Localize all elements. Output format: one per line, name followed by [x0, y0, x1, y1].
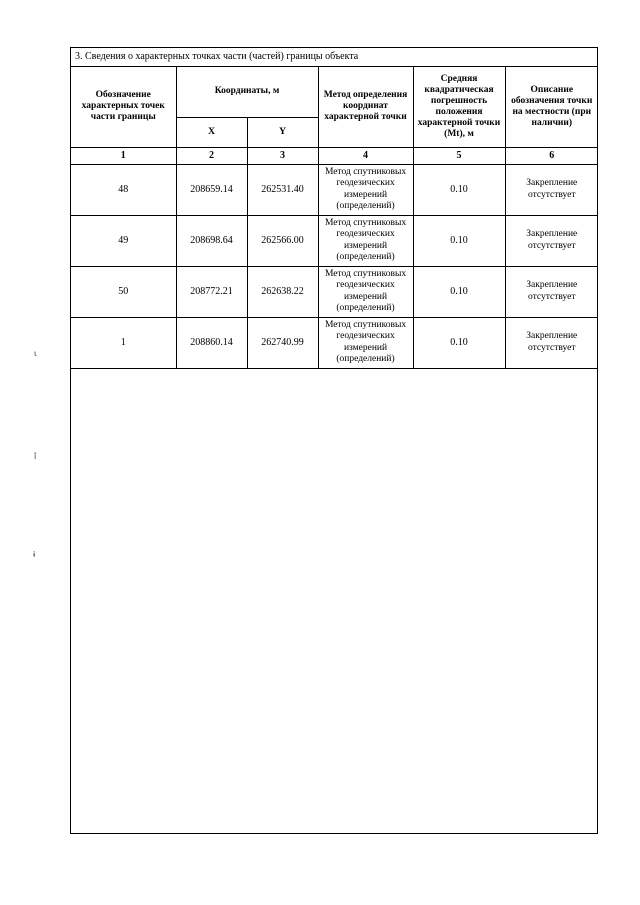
column-number: 4 [318, 147, 413, 164]
header-method: Метод определения координат характерной точки [318, 67, 413, 147]
column-number: 3 [247, 147, 318, 164]
x-cell: 208698.64 [176, 215, 247, 266]
x-cell: 208860.14 [176, 317, 247, 368]
characteristic-points-table [71, 67, 598, 369]
point-cell: 1 [71, 317, 176, 368]
point-cell: 48 [71, 164, 176, 215]
method-cell: Метод спутниковых геодезических измерений (определений) [318, 266, 413, 317]
column-number-row [71, 147, 598, 164]
header-coordinates: Координаты, м [176, 67, 318, 117]
margin-mark: ɨ [33, 550, 36, 559]
column-number: 5 [413, 147, 505, 164]
point-cell: 49 [71, 215, 176, 266]
method-cell: Метод спутниковых геодезических измерений (определений) [318, 164, 413, 215]
description-cell: Закрепление отсутствует [505, 215, 598, 266]
error-cell: 0.10 [413, 215, 505, 266]
description-cell: Закрепление отсутствует [505, 164, 598, 215]
column-number: 6 [505, 147, 598, 164]
error-cell: 0.10 [413, 164, 505, 215]
table-row [71, 266, 598, 317]
header-x: X [176, 117, 247, 147]
table-row [71, 317, 598, 368]
header-y: Y [247, 117, 318, 147]
margin-mark: ǐ [34, 452, 37, 461]
header-point-designation: Обозначение характерных точек части границы [71, 67, 176, 147]
y-cell: 262740.99 [247, 317, 318, 368]
y-cell: 262566.00 [247, 215, 318, 266]
column-number: 1 [71, 147, 176, 164]
table-row [71, 215, 598, 266]
method-cell: Метод спутниковых геодезических измерений (определений) [318, 215, 413, 266]
header-mean-error: Средняя квадратическая погрешность положения характерной точки (Mt), м [413, 67, 505, 147]
header-description: Описание обозначения точки на местности (при наличии) [505, 67, 598, 147]
margin-mark: ɩ [34, 349, 37, 358]
description-cell: Закрепление отсутствует [505, 317, 598, 368]
point-cell: 50 [71, 266, 176, 317]
x-cell: 208659.14 [176, 164, 247, 215]
error-cell: 0.10 [413, 266, 505, 317]
error-cell: 0.10 [413, 317, 505, 368]
section-title: 3. Сведения о характерных точках части (частей) границы объекта [71, 48, 597, 67]
column-number: 2 [176, 147, 247, 164]
table-row [71, 164, 598, 215]
document-frame [70, 47, 598, 834]
y-cell: 262531.40 [247, 164, 318, 215]
y-cell: 262638.22 [247, 266, 318, 317]
method-cell: Метод спутниковых геодезических измерений (определений) [318, 317, 413, 368]
description-cell: Закрепление отсутствует [505, 266, 598, 317]
x-cell: 208772.21 [176, 266, 247, 317]
